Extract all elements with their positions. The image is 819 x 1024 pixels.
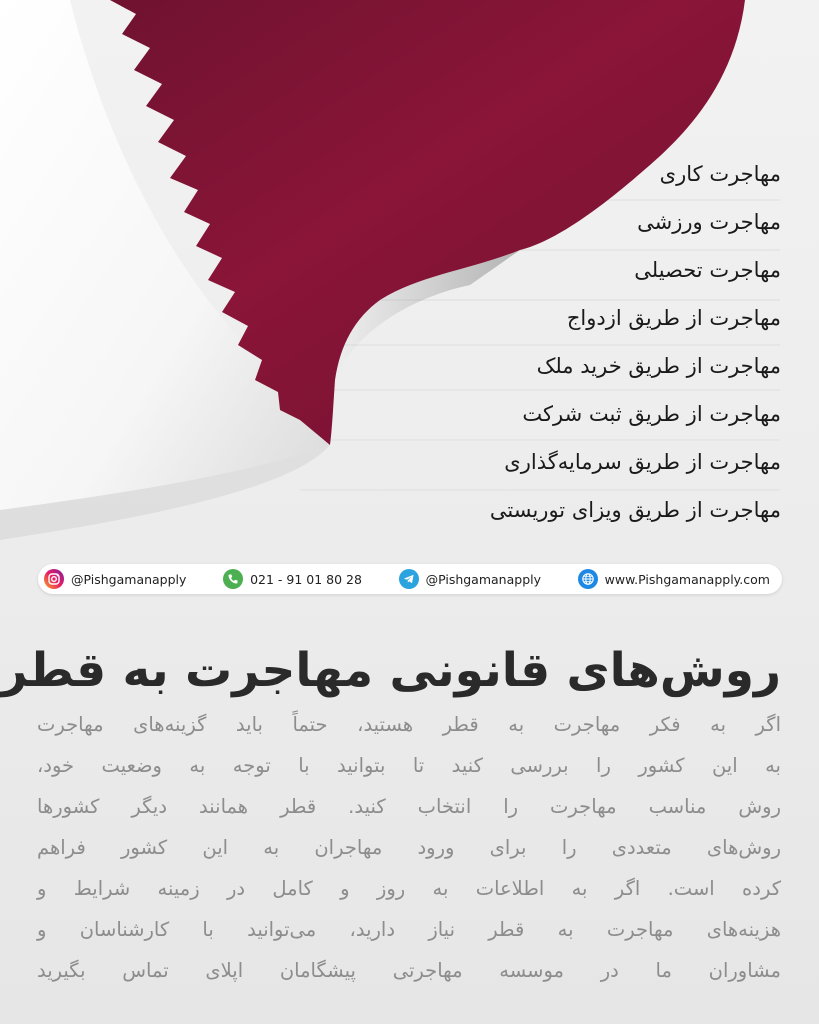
- migration-methods-list: [361, 150, 781, 534]
- website-url: www.Pishgamanapply.com: [604, 571, 770, 587]
- body-line: کرده است. اگر به اطلاعات به روز و کامل در زمینه شرایط و: [37, 877, 781, 900]
- body-line: هزینه‌های مهاجرت به قطر نیاز دارید، می‌توانید با کارشناسان و: [37, 918, 781, 941]
- body-line: اگر به فکر مهاجرت به قطر هستید، حتماً باید گزینه‌های مهاجرت: [37, 713, 781, 736]
- body-line: روش‌های متعددی را برای ورود مهاجران به این کشور فراهم: [37, 836, 781, 859]
- article-heading: روش‌های قانونی مهاجرت به قطر: [0, 643, 781, 698]
- method-item: مهاجرت کاری: [659, 162, 781, 186]
- method-item: مهاجرت ورزشی: [637, 210, 781, 234]
- body-line: مشاوران ما در موسسه مهاجرتی پیشگامان اپلای تماس بگیرید: [37, 959, 781, 982]
- phone-icon: [223, 569, 243, 589]
- phone-number: 021 - 91 01 80 28: [250, 571, 362, 587]
- method-item: مهاجرت از طریق ازدواج: [566, 306, 781, 330]
- contact-phone[interactable]: [223, 569, 362, 589]
- contact-telegram[interactable]: [399, 569, 541, 589]
- method-item: مهاجرت از طریق سرمایه‌گذاری: [504, 450, 781, 474]
- contact-bar: [38, 564, 782, 594]
- method-item: مهاجرت از طریق ویزای توریستی: [489, 498, 781, 522]
- method-item: مهاجرت از طریق ثبت شرکت: [522, 402, 781, 426]
- method-item: مهاجرت تحصیلی: [634, 258, 781, 282]
- globe-icon: [578, 569, 598, 589]
- instagram-icon: [44, 569, 64, 589]
- telegram-handle: @Pishgamanapply: [425, 571, 542, 587]
- body-line: به این کشور را بررسی کنید تا بتوانید با توجه به وضعیت خود،: [37, 754, 781, 777]
- telegram-icon: [399, 569, 419, 589]
- contact-instagram[interactable]: [44, 569, 186, 589]
- contact-website[interactable]: [578, 569, 770, 589]
- article-body: [37, 704, 781, 991]
- method-item: مهاجرت از طریق خرید ملک: [536, 354, 781, 378]
- instagram-handle: @Pishgamanapply: [71, 571, 187, 587]
- body-line: روش مناسب مهاجرت را انتخاب کنید. قطر همانند دیگر کشورها: [37, 795, 781, 818]
